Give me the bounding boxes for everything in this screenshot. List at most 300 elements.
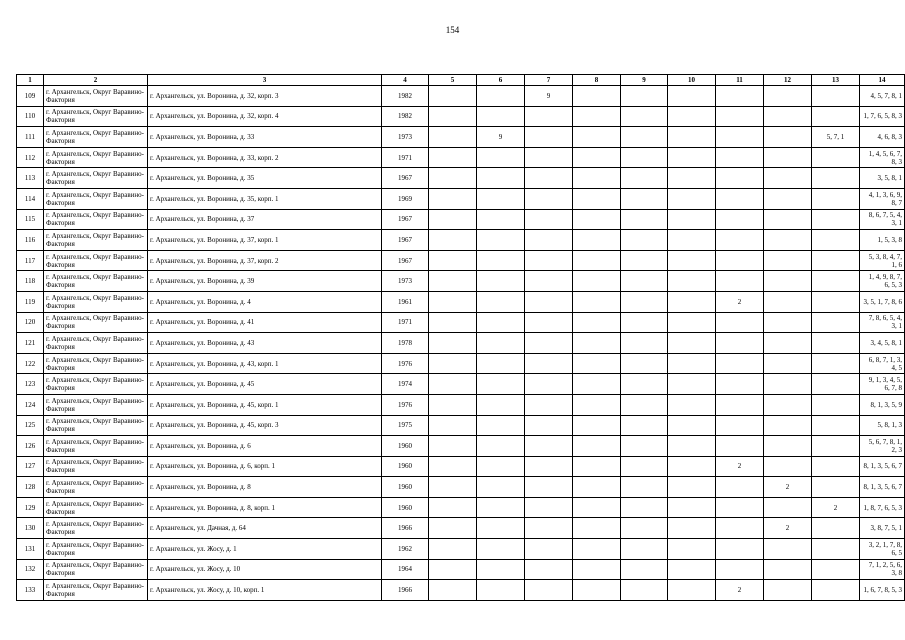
col-11-cell: [716, 230, 764, 251]
year-cell: 1962: [382, 539, 429, 560]
col-12-cell: [764, 394, 812, 415]
col-11-cell: 2: [716, 291, 764, 312]
col-5-cell: [429, 394, 477, 415]
col-10-cell: [668, 456, 716, 477]
col-14-cell: 3, 8, 7, 5, 1: [860, 518, 905, 539]
col-10-cell: [668, 394, 716, 415]
column-header-5: 5: [429, 75, 477, 86]
table-row: [17, 497, 905, 518]
col-7-cell: [525, 333, 573, 354]
col-7-cell: [525, 106, 573, 127]
col-8-cell: [573, 250, 621, 271]
page-number: 154: [445, 25, 460, 35]
col-9-cell: [621, 559, 668, 580]
col-6-cell: [477, 477, 525, 498]
col-13-cell: [812, 230, 860, 251]
table-row: [17, 209, 905, 230]
col-14-cell: 8, 6, 7, 5, 4, 3, 1: [860, 209, 905, 230]
col-12-cell: [764, 436, 812, 457]
col-7-cell: [525, 374, 573, 395]
col-10-cell: [668, 291, 716, 312]
col-5-cell: [429, 250, 477, 271]
district-cell: г. Архангельск, Округ Варавино-Фактория: [44, 394, 148, 415]
table-row: [17, 436, 905, 457]
col-9-cell: [621, 436, 668, 457]
row-number: 112: [17, 147, 44, 168]
col-9-cell: [621, 415, 668, 436]
col-10-cell: [668, 580, 716, 601]
row-number: 131: [17, 539, 44, 560]
col-7-cell: [525, 518, 573, 539]
col-9-cell: [621, 230, 668, 251]
col-7-cell: [525, 353, 573, 374]
table-row: [17, 291, 905, 312]
col-5-cell: [429, 518, 477, 539]
col-13-cell: [812, 271, 860, 292]
col-10-cell: [668, 106, 716, 127]
col-5-cell: [429, 291, 477, 312]
col-11-cell: [716, 415, 764, 436]
address-cell: г. Архангельск, ул. Воронина, д. 37, корп. 2: [148, 250, 382, 271]
col-9-cell: [621, 456, 668, 477]
row-number: 128: [17, 477, 44, 498]
col-14-cell: 1, 8, 7, 6, 5, 3: [860, 497, 905, 518]
col-12-cell: [764, 374, 812, 395]
address-cell: г. Архангельск, ул. Воронина, д. 32, корп. 4: [148, 106, 382, 127]
col-12-cell: [764, 168, 812, 189]
col-9-cell: [621, 353, 668, 374]
col-12-cell: [764, 539, 812, 560]
col-6-cell: [477, 436, 525, 457]
col-14-cell: 8, 1, 3, 5, 9: [860, 394, 905, 415]
row-number: 126: [17, 436, 44, 457]
address-cell: г. Архангельск, ул. Воронина, д. 33, корп. 2: [148, 147, 382, 168]
year-cell: 1971: [382, 147, 429, 168]
district-cell: г. Архангельск, Округ Варавино-Фактория: [44, 333, 148, 354]
year-cell: 1982: [382, 106, 429, 127]
header-row: [17, 75, 905, 86]
col-8-cell: [573, 230, 621, 251]
address-cell: г. Архангельск, ул. Воронина, д. 35: [148, 168, 382, 189]
col-12-cell: [764, 291, 812, 312]
col-9-cell: [621, 86, 668, 107]
col-14-cell: 5, 3, 8, 4, 7, 1, 6: [860, 250, 905, 271]
housing-registry-table: [16, 74, 905, 601]
row-number: 125: [17, 415, 44, 436]
row-number: 109: [17, 86, 44, 107]
year-cell: 1975: [382, 415, 429, 436]
row-number: 119: [17, 291, 44, 312]
col-8-cell: [573, 106, 621, 127]
col-5-cell: [429, 86, 477, 107]
col-10-cell: [668, 188, 716, 209]
col-13-cell: [812, 147, 860, 168]
col-10-cell: [668, 559, 716, 580]
col-12-cell: [764, 415, 812, 436]
col-13-cell: [812, 436, 860, 457]
table-row: [17, 394, 905, 415]
row-number: 129: [17, 497, 44, 518]
col-5-cell: [429, 271, 477, 292]
col-6-cell: [477, 580, 525, 601]
col-8-cell: [573, 353, 621, 374]
col-6-cell: [477, 374, 525, 395]
col-13-cell: [812, 86, 860, 107]
col-6-cell: [477, 106, 525, 127]
table-row: [17, 353, 905, 374]
district-cell: г. Архангельск, Округ Варавино-Фактория: [44, 353, 148, 374]
col-8-cell: [573, 436, 621, 457]
district-cell: г. Архангельск, Округ Варавино-Фактория: [44, 559, 148, 580]
col-9-cell: [621, 127, 668, 148]
col-11-cell: [716, 374, 764, 395]
col-9-cell: [621, 271, 668, 292]
col-13-cell: [812, 580, 860, 601]
col-12-cell: [764, 147, 812, 168]
col-14-cell: 3, 5, 1, 7, 8, 6: [860, 291, 905, 312]
table-row: [17, 127, 905, 148]
col-8-cell: [573, 333, 621, 354]
col-13-cell: 2: [812, 497, 860, 518]
col-11-cell: [716, 86, 764, 107]
col-6-cell: [477, 230, 525, 251]
col-14-cell: 3, 5, 8, 1: [860, 168, 905, 189]
col-5-cell: [429, 477, 477, 498]
col-12-cell: [764, 497, 812, 518]
col-12-cell: [764, 106, 812, 127]
col-11-cell: [716, 271, 764, 292]
col-5-cell: [429, 415, 477, 436]
col-8-cell: [573, 559, 621, 580]
col-10-cell: [668, 230, 716, 251]
col-9-cell: [621, 209, 668, 230]
col-8-cell: [573, 127, 621, 148]
col-8-cell: [573, 415, 621, 436]
col-11-cell: 2: [716, 580, 764, 601]
col-14-cell: 5, 8, 1, 3: [860, 415, 905, 436]
col-11-cell: 2: [716, 456, 764, 477]
col-12-cell: [764, 271, 812, 292]
district-cell: г. Архангельск, Округ Варавино-Фактория: [44, 291, 148, 312]
col-13-cell: [812, 291, 860, 312]
col-11-cell: [716, 209, 764, 230]
district-cell: г. Архангельск, Округ Варавино-Фактория: [44, 86, 148, 107]
year-cell: 1964: [382, 559, 429, 580]
col-14-cell: 1, 6, 7, 8, 5, 3: [860, 580, 905, 601]
col-7-cell: [525, 188, 573, 209]
district-cell: г. Архангельск, Округ Варавино-Фактория: [44, 456, 148, 477]
col-10-cell: [668, 539, 716, 560]
col-9-cell: [621, 168, 668, 189]
col-8-cell: [573, 291, 621, 312]
col-11-cell: [716, 559, 764, 580]
col-13-cell: [812, 559, 860, 580]
column-header-6: 6: [477, 75, 525, 86]
col-6-cell: [477, 394, 525, 415]
col-6-cell: [477, 168, 525, 189]
col-11-cell: [716, 333, 764, 354]
row-number: 130: [17, 518, 44, 539]
district-cell: г. Архангельск, Округ Варавино-Фактория: [44, 188, 148, 209]
district-cell: г. Архангельск, Округ Варавино-Фактория: [44, 168, 148, 189]
col-8-cell: [573, 312, 621, 333]
row-number: 116: [17, 230, 44, 251]
col-11-cell: [716, 250, 764, 271]
col-9-cell: [621, 497, 668, 518]
col-6-cell: [477, 518, 525, 539]
col-7-cell: [525, 415, 573, 436]
table-row: [17, 415, 905, 436]
table-row: [17, 559, 905, 580]
address-cell: г. Архангельск, ул. Дачная, д. 64: [148, 518, 382, 539]
col-5-cell: [429, 312, 477, 333]
col-13-cell: 5, 7, 1: [812, 127, 860, 148]
address-cell: г. Архангельск, ул. Воронина, д. 41: [148, 312, 382, 333]
row-number: 113: [17, 168, 44, 189]
col-8-cell: [573, 86, 621, 107]
year-cell: 1971: [382, 312, 429, 333]
table-body: [17, 86, 905, 601]
col-13-cell: [812, 188, 860, 209]
col-6-cell: [477, 312, 525, 333]
address-cell: г. Архангельск, ул. Воронина, д. 43, корп. 1: [148, 353, 382, 374]
col-14-cell: 8, 1, 3, 5, 6, 7: [860, 477, 905, 498]
table-row: [17, 250, 905, 271]
col-5-cell: [429, 147, 477, 168]
row-number: 110: [17, 106, 44, 127]
col-14-cell: 9, 1, 3, 4, 5, 6, 7, 8: [860, 374, 905, 395]
col-7-cell: [525, 580, 573, 601]
table-row: [17, 271, 905, 292]
row-number: 124: [17, 394, 44, 415]
table-row: [17, 539, 905, 560]
col-12-cell: [764, 580, 812, 601]
col-7-cell: [525, 497, 573, 518]
address-cell: г. Архангельск, ул. Жосу, д. 1: [148, 539, 382, 560]
col-7-cell: [525, 250, 573, 271]
col-10-cell: [668, 353, 716, 374]
col-9-cell: [621, 291, 668, 312]
district-cell: г. Архангельск, Округ Варавино-Фактория: [44, 230, 148, 251]
col-6-cell: [477, 291, 525, 312]
col-13-cell: [812, 209, 860, 230]
col-14-cell: 4, 5, 7, 8, 1: [860, 86, 905, 107]
column-header-3: 3: [148, 75, 382, 86]
col-13-cell: [812, 168, 860, 189]
col-10-cell: [668, 147, 716, 168]
district-cell: г. Архангельск, Округ Варавино-Фактория: [44, 271, 148, 292]
year-cell: 1967: [382, 230, 429, 251]
col-12-cell: 2: [764, 477, 812, 498]
year-cell: 1973: [382, 271, 429, 292]
district-cell: г. Архангельск, Округ Варавино-Фактория: [44, 539, 148, 560]
col-8-cell: [573, 518, 621, 539]
col-5-cell: [429, 188, 477, 209]
col-6-cell: [477, 86, 525, 107]
col-11-cell: [716, 106, 764, 127]
col-13-cell: [812, 106, 860, 127]
col-10-cell: [668, 271, 716, 292]
row-number: 127: [17, 456, 44, 477]
col-9-cell: [621, 477, 668, 498]
column-header-14: 14: [860, 75, 905, 86]
col-9-cell: [621, 312, 668, 333]
col-8-cell: [573, 271, 621, 292]
col-9-cell: [621, 250, 668, 271]
col-8-cell: [573, 580, 621, 601]
table-row: [17, 230, 905, 251]
column-header-10: 10: [668, 75, 716, 86]
district-cell: г. Архангельск, Округ Варавино-Фактория: [44, 147, 148, 168]
col-6-cell: [477, 147, 525, 168]
col-10-cell: [668, 86, 716, 107]
table-row: [17, 333, 905, 354]
col-9-cell: [621, 539, 668, 560]
col-6-cell: [477, 539, 525, 560]
year-cell: 1960: [382, 477, 429, 498]
col-12-cell: [764, 559, 812, 580]
address-cell: г. Архангельск, ул. Воронина, д. 43: [148, 333, 382, 354]
col-10-cell: [668, 477, 716, 498]
col-13-cell: [812, 477, 860, 498]
col-5-cell: [429, 539, 477, 560]
col-5-cell: [429, 497, 477, 518]
col-11-cell: [716, 518, 764, 539]
year-cell: 1966: [382, 518, 429, 539]
col-6-cell: [477, 250, 525, 271]
district-cell: г. Архангельск, Округ Варавино-Фактория: [44, 436, 148, 457]
year-cell: 1967: [382, 250, 429, 271]
col-8-cell: [573, 456, 621, 477]
col-11-cell: [716, 394, 764, 415]
year-cell: 1960: [382, 456, 429, 477]
col-8-cell: [573, 168, 621, 189]
col-13-cell: [812, 415, 860, 436]
col-13-cell: [812, 312, 860, 333]
row-number: 114: [17, 188, 44, 209]
col-5-cell: [429, 580, 477, 601]
col-11-cell: [716, 168, 764, 189]
col-10-cell: [668, 333, 716, 354]
row-number: 121: [17, 333, 44, 354]
col-11-cell: [716, 539, 764, 560]
col-14-cell: 3, 4, 5, 8, 1: [860, 333, 905, 354]
table-row: [17, 456, 905, 477]
col-6-cell: [477, 559, 525, 580]
col-9-cell: [621, 188, 668, 209]
row-number: 120: [17, 312, 44, 333]
address-cell: г. Архангельск, ул. Воронина, д. 35, корп. 1: [148, 188, 382, 209]
col-8-cell: [573, 497, 621, 518]
col-7-cell: [525, 147, 573, 168]
row-number: 118: [17, 271, 44, 292]
col-12-cell: [764, 209, 812, 230]
col-13-cell: [812, 539, 860, 560]
address-cell: г. Архангельск, ул. Воронина, д. 32, корп. 3: [148, 86, 382, 107]
row-number: 133: [17, 580, 44, 601]
address-cell: г. Архангельск, ул. Воронина, д. 33: [148, 127, 382, 148]
table-row: [17, 312, 905, 333]
col-7-cell: [525, 477, 573, 498]
col-10-cell: [668, 250, 716, 271]
col-13-cell: [812, 333, 860, 354]
col-13-cell: [812, 456, 860, 477]
col-14-cell: 1, 7, 6, 5, 8, 3: [860, 106, 905, 127]
row-number: 115: [17, 209, 44, 230]
district-cell: г. Архангельск, Округ Варавино-Фактория: [44, 415, 148, 436]
col-5-cell: [429, 559, 477, 580]
col-11-cell: [716, 477, 764, 498]
col-7-cell: 9: [525, 86, 573, 107]
address-cell: г. Архангельск, ул. Воронина, д. 8, корп. 1: [148, 497, 382, 518]
col-13-cell: [812, 250, 860, 271]
row-number: 111: [17, 127, 44, 148]
col-14-cell: 4, 6, 8, 3: [860, 127, 905, 148]
year-cell: 1978: [382, 333, 429, 354]
table-row: [17, 147, 905, 168]
column-header-9: 9: [621, 75, 668, 86]
table-row: [17, 518, 905, 539]
col-10-cell: [668, 168, 716, 189]
col-9-cell: [621, 394, 668, 415]
col-10-cell: [668, 415, 716, 436]
col-5-cell: [429, 436, 477, 457]
col-7-cell: [525, 209, 573, 230]
year-cell: 1976: [382, 394, 429, 415]
col-9-cell: [621, 518, 668, 539]
column-header-11: 11: [716, 75, 764, 86]
col-7-cell: [525, 559, 573, 580]
col-12-cell: 2: [764, 518, 812, 539]
col-5-cell: [429, 333, 477, 354]
col-14-cell: 1, 5, 3, 8: [860, 230, 905, 251]
address-cell: г. Архангельск, ул. Воронина, д. 6, корп. 1: [148, 456, 382, 477]
year-cell: 1967: [382, 209, 429, 230]
col-14-cell: 4, 1, 3, 6, 9, 8, 7: [860, 188, 905, 209]
col-9-cell: [621, 374, 668, 395]
col-14-cell: 6, 8, 7, 1, 3, 4, 5: [860, 353, 905, 374]
year-cell: 1960: [382, 436, 429, 457]
col-13-cell: [812, 374, 860, 395]
year-cell: 1976: [382, 353, 429, 374]
col-6-cell: [477, 353, 525, 374]
col-7-cell: [525, 168, 573, 189]
col-11-cell: [716, 312, 764, 333]
col-9-cell: [621, 147, 668, 168]
col-11-cell: [716, 188, 764, 209]
table-row: [17, 86, 905, 107]
col-13-cell: [812, 394, 860, 415]
col-8-cell: [573, 209, 621, 230]
col-6-cell: [477, 415, 525, 436]
col-7-cell: [525, 230, 573, 251]
col-7-cell: [525, 436, 573, 457]
district-cell: г. Архангельск, Округ Варавино-Фактория: [44, 477, 148, 498]
col-12-cell: [764, 250, 812, 271]
column-header-2: 2: [44, 75, 148, 86]
address-cell: г. Архангельск, ул. Воронина, д. 4: [148, 291, 382, 312]
district-cell: г. Архангельск, Округ Варавино-Фактория: [44, 580, 148, 601]
col-14-cell: 1, 4, 9, 8, 7, 6, 5, 3: [860, 271, 905, 292]
col-7-cell: [525, 271, 573, 292]
col-8-cell: [573, 374, 621, 395]
year-cell: 1973: [382, 127, 429, 148]
district-cell: г. Архангельск, Округ Варавино-Фактория: [44, 127, 148, 148]
col-6-cell: [477, 188, 525, 209]
column-header-1: 1: [17, 75, 44, 86]
col-9-cell: [621, 333, 668, 354]
district-cell: г. Архангельск, Округ Варавино-Фактория: [44, 497, 148, 518]
